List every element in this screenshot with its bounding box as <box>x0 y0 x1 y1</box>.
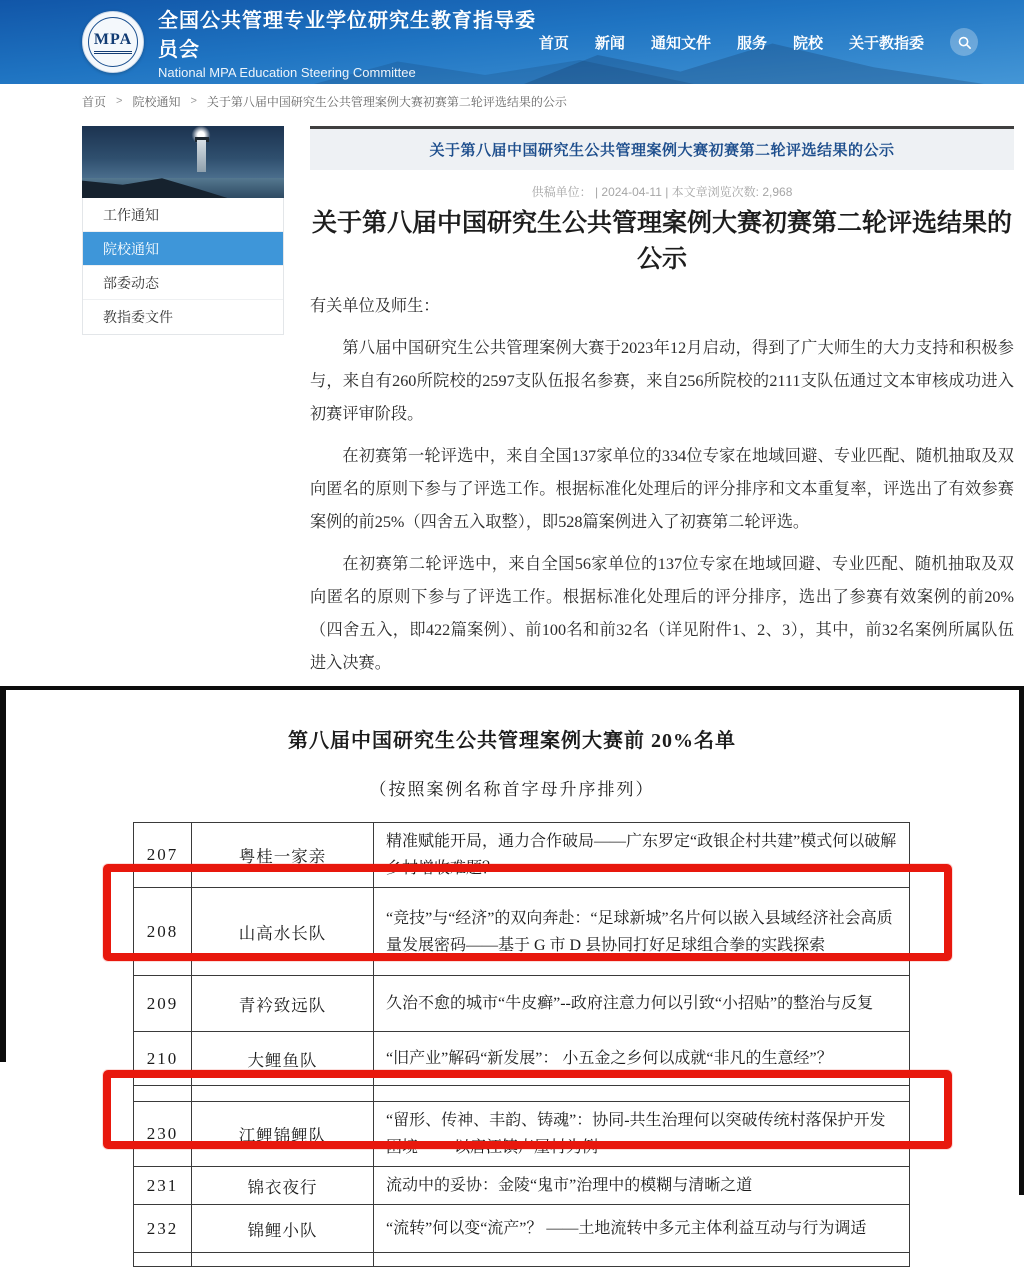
search-icon <box>957 35 972 50</box>
team-cell: 大鲤鱼队 <box>192 1032 374 1086</box>
site-subtitle: National MPA Education Steering Committee <box>158 65 416 80</box>
section-header-title: 关于第八届中国研究生公共管理案例大赛初赛第二轮评选结果的公示 <box>429 142 895 159</box>
case-cell: 精准赋能开局，通力合作破局——广东罗定“政银企村共建”模式何以破解乡村增收难题？ <box>374 823 910 888</box>
ranking-screenshot-section <box>0 686 1024 1267</box>
team-cell: 青衿致远队 <box>192 976 374 1032</box>
sidebar-item-committee-documents[interactable]: 教指委文件 <box>103 309 173 325</box>
sidebar-menu <box>82 198 284 335</box>
nav-item-services[interactable]: 服务 <box>736 34 767 52</box>
case-cell: 久治不愈的城市“牛皮癣”--政府注意力何以引致“小招贴”的整治与反复 <box>374 976 910 1032</box>
lighthouse-image <box>82 126 284 198</box>
team-cell: 锦衣夜行 <box>192 1167 374 1205</box>
case-cell: “流转”何以变“流产”？ ——土地流转中多元主体利益互动与行为调适 <box>374 1205 910 1253</box>
nav-item-news[interactable]: 新闻 <box>594 34 625 52</box>
table-row-highlighted <box>134 888 910 976</box>
site-title: 全国公共管理专业学位研究生教育指导委员会 <box>158 10 536 61</box>
sidebar-item-work-notices[interactable]: 工作通知 <box>83 198 283 232</box>
logo-text: MPA <box>94 31 132 54</box>
top-nav <box>539 28 978 56</box>
nav-item-home[interactable]: 首页 <box>538 34 569 52</box>
article-meta: 供稿单位： | 2024-04-11 | 本文章浏览次数: 2,968 <box>531 185 793 199</box>
article-main <box>310 126 1014 680</box>
rank-cell: 230 <box>134 1102 192 1167</box>
table-row-clipped <box>134 1253 910 1267</box>
nav-item-institutions[interactable]: 院校 <box>792 34 823 52</box>
case-cell: “留形、传神、丰韵、铸魂”：协同-共生治理何以突破传统村落保护开发困境 ——以唐江镇卢屋村为例 <box>374 1102 910 1167</box>
nav-item-about[interactable]: 关于教指委 <box>848 34 924 52</box>
case-cell: “竞技”与“经济”的双向奔赴：“足球新城”名片何以嵌入县域经济社会高质量发展密码——基于 G 市 D 县协同打好足球组合拳的实践探索 <box>374 888 910 976</box>
screenshot-right-border <box>1019 690 1024 1195</box>
lighthouse-tower <box>197 140 206 172</box>
breadcrumb-separator: > <box>116 95 123 107</box>
case-cell: 流动中的妥协：金陵“鬼市”治理中的模糊与清晰之道 <box>374 1167 910 1205</box>
team-cell: 山高水长队 <box>192 888 374 976</box>
table-row <box>134 1167 910 1205</box>
team-cell: 锦鲤小队 <box>192 1205 374 1253</box>
ranking-table-subtitle: （按照案例名称首字母升序排列） <box>369 780 655 799</box>
article-paragraph: 第八届中国研究生公共管理案例大赛于2023年12月启动，得到了广大师生的大力支持和积极参与，来自有260所院校的2597支队伍报名参赛，来自256所院校的2111支队伍通过文本审核成功进入初赛评审阶段。 <box>310 339 1014 423</box>
rank-cell: 209 <box>134 976 192 1032</box>
rank-cell: 210 <box>134 1032 192 1086</box>
breadcrumb <box>0 84 1024 118</box>
team-cell: 江鲤锦鲤队 <box>192 1102 374 1167</box>
search-button[interactable] <box>950 28 978 56</box>
case-cell: “旧产业”解码“新发展”： 小五金之乡何以成就“非凡的生意经”？ <box>374 1032 910 1086</box>
table-row <box>134 976 910 1032</box>
site-header <box>0 0 1024 84</box>
article-paragraph: 在初赛第一轮评选中，来自全国137家单位的334位专家在地域回避、专业匹配、随机抽取及双向匿名的原则下参与了评选工作。根据标准化处理后的评分排序和文本重复率，评选出了有效参赛案例的前25%（四舍五入取整），即528篇案例进入了初赛第二轮评选。 <box>310 447 1014 531</box>
screenshot-left-border <box>0 690 6 1062</box>
rank-cell: 208 <box>134 888 192 976</box>
article-title: 关于第八届中国研究生公共管理案例大赛初赛第二轮评选结果的公示 <box>311 210 1012 273</box>
team-cell: 粤桂一家亲 <box>192 823 374 888</box>
article-paragraph: 在初赛第二轮评选中，来自全国56家单位的137位专家在地域回避、专业匹配、随机抽取及双向匿名的原则下参与了评选工作。根据标准化处理后的评分排序，选出了参赛有效案例的前20%（四舍五入，即422篇案例）、前100名和前32名（详见附件1、2、3），其中，前32名案例所属队伍进入决赛。 <box>310 555 1014 672</box>
breadcrumb-section[interactable]: 院校通知 <box>132 94 181 109</box>
rank-cell: 231 <box>134 1167 192 1205</box>
sidebar-item-ministry-news[interactable]: 部委动态 <box>83 266 283 300</box>
rank-cell: 207 <box>134 823 192 888</box>
article-salutation: 有关单位及师生： <box>310 297 440 315</box>
nav-item-notices[interactable]: 通知文件 <box>650 34 711 52</box>
rank-cell: 232 <box>134 1205 192 1253</box>
table-row <box>134 1032 910 1086</box>
breadcrumb-current: 关于第八届中国研究生公共管理案例大赛初赛第二轮评选结果的公示 <box>206 94 567 109</box>
article-body <box>310 290 1014 680</box>
sidebar <box>82 126 284 680</box>
mpa-logo-icon <box>82 11 144 73</box>
ranking-table <box>133 822 910 1267</box>
table-row-clipped <box>134 1086 910 1102</box>
site-logo[interactable] <box>82 4 539 80</box>
breadcrumb-home[interactable]: 首页 <box>82 94 107 109</box>
table-row <box>134 1205 910 1253</box>
table-row-highlighted <box>134 1102 910 1167</box>
section-header-bar <box>310 126 1014 170</box>
ranking-table-title: 第八届中国研究生公共管理案例大赛前 20%名单 <box>288 730 736 752</box>
table-row <box>134 823 910 888</box>
sidebar-item-institution-notices[interactable]: 院校通知 <box>83 232 283 266</box>
breadcrumb-separator: > <box>190 95 197 107</box>
